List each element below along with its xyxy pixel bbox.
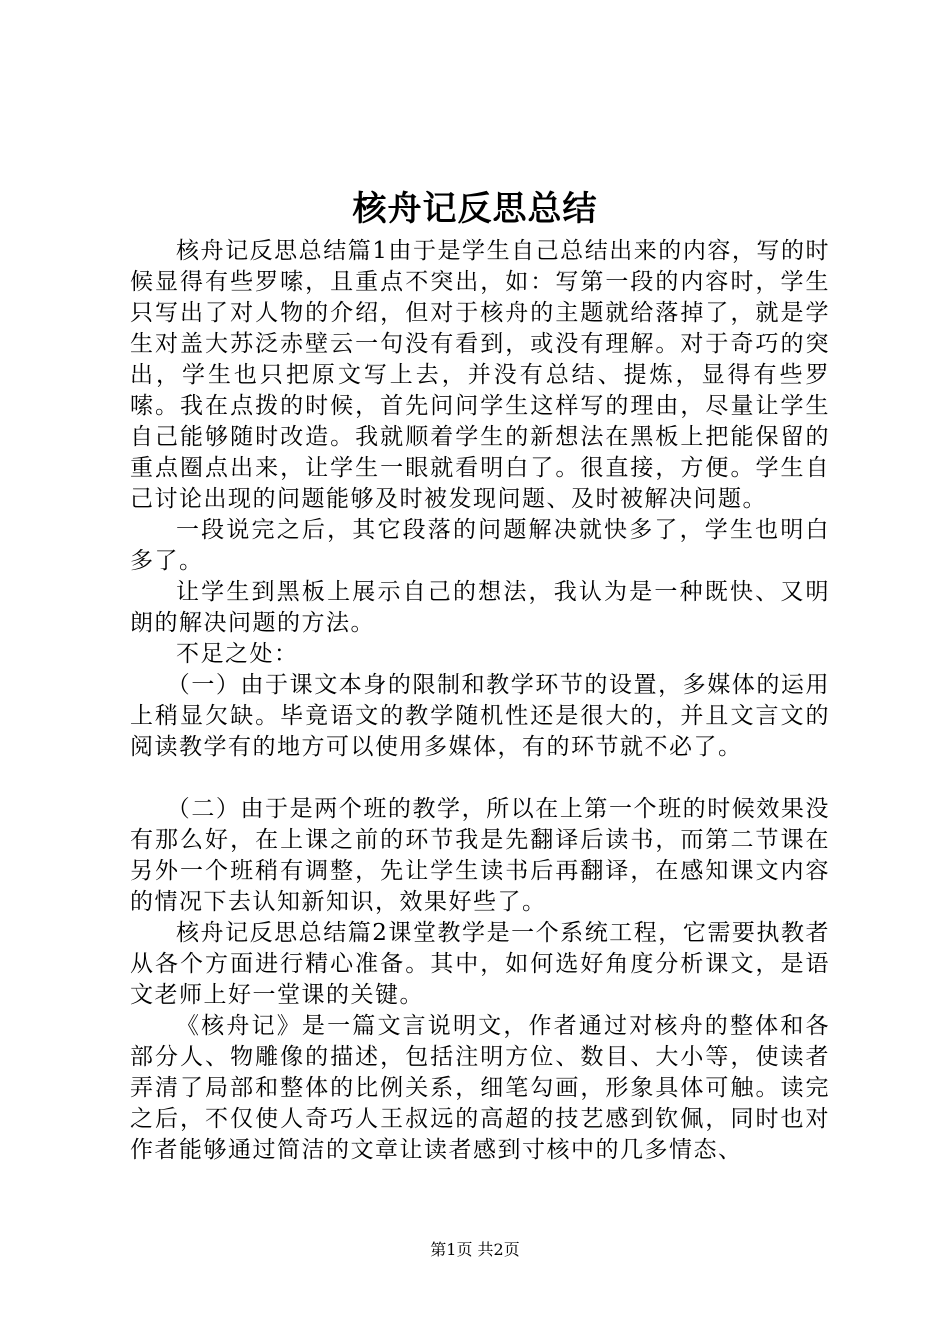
paragraph-1: 核舟记反思总结篇1由于是学生自己总结出来的内容，写的时候显得有些罗嗦，且重点不突出，如：写第一段的内容时，学生只写出了对人物的介绍，但对于核舟的主题就给落掉了，就是学生对盖大苏泛赤壁云一句没有看到，或没有理解。对于奇巧的突出，学生也只把原文写上去，并没有总结、提炼，显得有些罗嗦。我在点拨的时候，首先问问学生这样写的理由，尽量让学生自己能够随时改造。我就顺着学生的新想法在黑板上把能保留的重点圈点出来，让学生一眼就看明白了。很直接，方便。学生自己讨论出现的问题能够及时被发现问题、及时被解决问题。 — [130, 238, 830, 512]
paragraph-3: 让学生到黑板上展示自己的想法，我认为是一种既快、又明朗的解决问题的方法。 — [130, 579, 830, 636]
paragraph-article-2-body: 《核舟记》是一篇文言说明文，作者通过对核舟的整体和各部分人、物雕像的描述，包括注明方位、数目、大小等，使读者弄清了局部和整体的比例关系，细笔勾画，形象具体可触。读完之后，不仅使人奇巧人王叔远的高超的技艺感到钦佩，同时也对作者能够通过简洁的文章让读者感到寸核中的几多情态、 — [130, 1013, 830, 1163]
paragraph-point-one: （一）由于课文本身的限制和教学环节的设置，多媒体的运用上稍显欠缺。毕竟语文的教学随机性还是很大的，并且文言文的阅读教学有的地方可以使用多媒体，有的环节就不必了。 — [130, 672, 830, 760]
paragraph-article-2: 核舟记反思总结篇2课堂教学是一个系统工程，它需要执教者从各个方面进行精心准备。其中，如何选好角度分析课文，是语文老师上好一堂课的关键。 — [130, 920, 830, 1008]
page-number-footer: 第1页 共2页 — [430, 1240, 520, 1259]
paragraph-point-two: （二）由于是两个班的教学，所以在上第一个班的时候效果没有那么好，在上课之前的环节我是先翻译后读书，而第二节课在另外一个班稍有调整，先让学生读书后再翻译，在感知课文内容的情况下去认知新知识，效果好些了。 — [130, 796, 830, 915]
paragraph-shortcomings-heading: 不足之处： — [176, 641, 299, 667]
document-body — [130, 236, 830, 1166]
document-title: 核舟记反思总结 — [352, 189, 598, 229]
paragraph-2: 一段说完之后，其它段落的问题解决就快多了，学生也明白多了。 — [130, 517, 830, 574]
